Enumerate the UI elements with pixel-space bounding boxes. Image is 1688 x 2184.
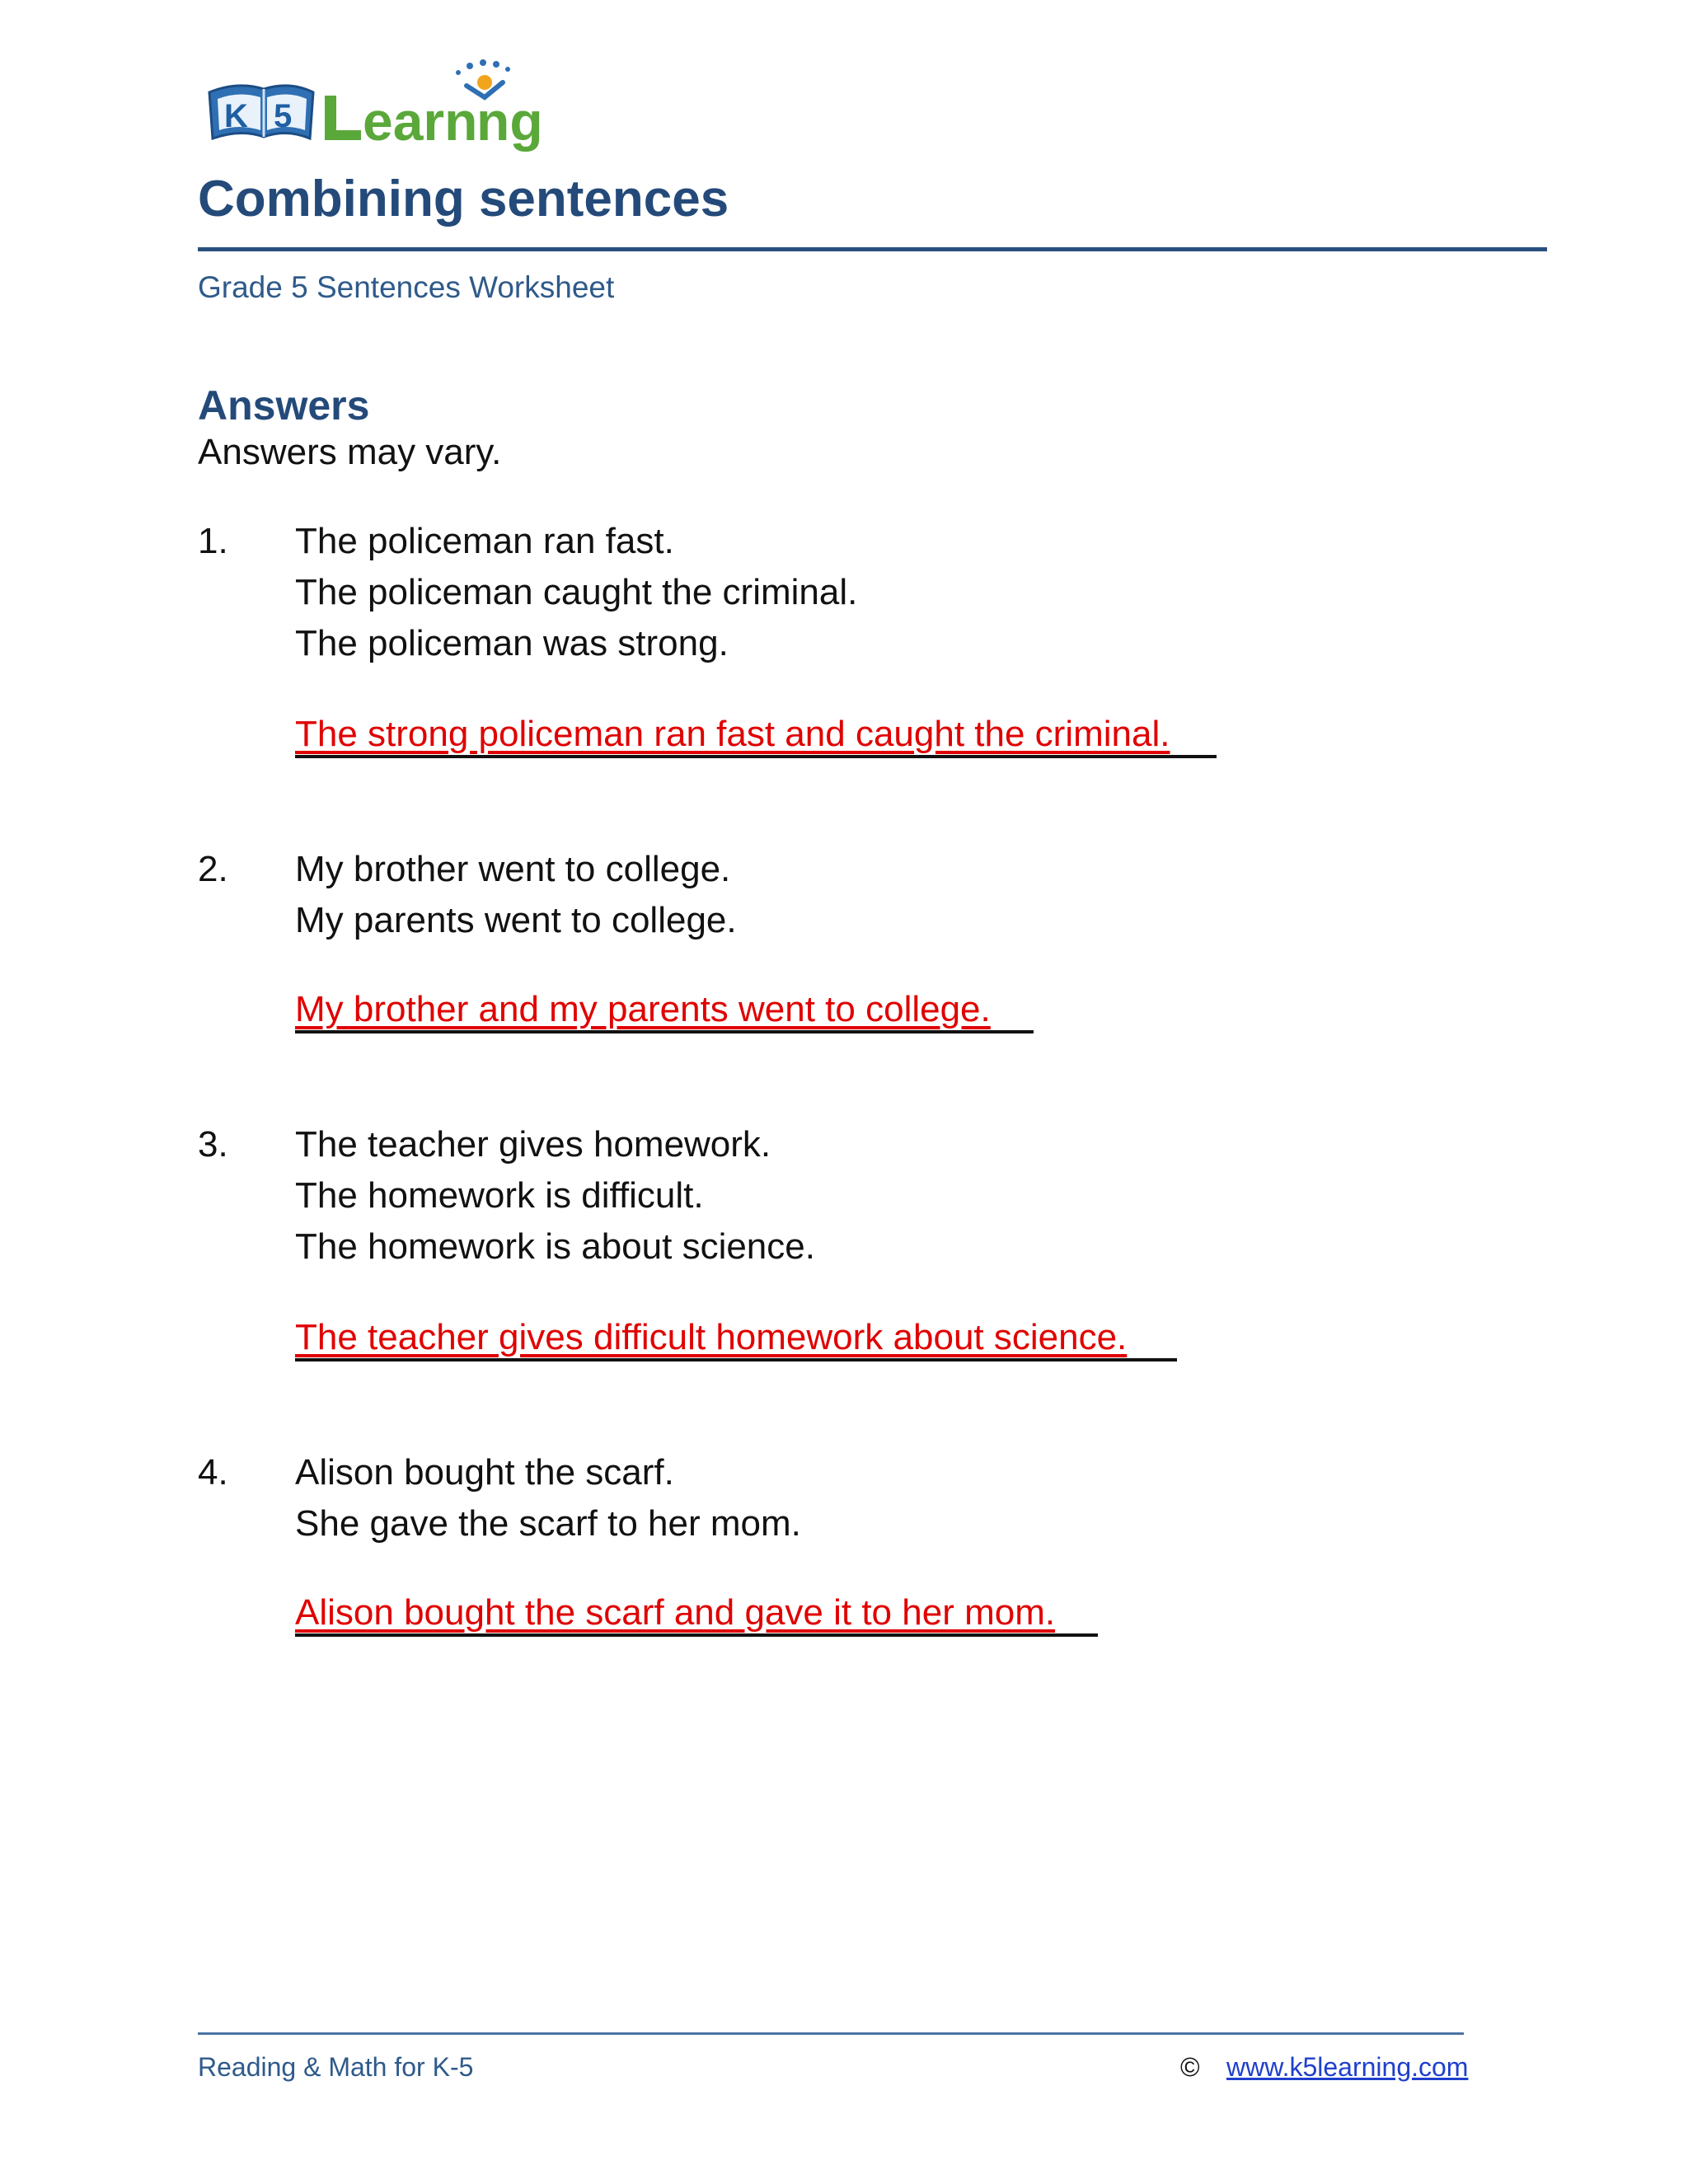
svg-text:earn: earn bbox=[363, 91, 478, 152]
svg-text:K: K bbox=[224, 98, 248, 134]
answers-note: Answers may vary. bbox=[198, 432, 502, 472]
answer-line bbox=[295, 755, 1217, 758]
exercise-sentence: Alison bought the scarf. bbox=[295, 1452, 674, 1493]
worksheet-subtitle: Grade 5 Sentences Worksheet bbox=[198, 270, 615, 304]
combined-answer: The strong policeman ran fast and caught the criminal. bbox=[295, 714, 1170, 754]
title-divider bbox=[198, 247, 1547, 251]
combined-answer: Alison bought the scarf and gave it to her mom. bbox=[295, 1592, 1056, 1633]
logo-wordmark bbox=[325, 91, 543, 152]
exercise-sentence: The policeman caught the criminal. bbox=[295, 572, 858, 612]
page-title: Combining sentences bbox=[198, 171, 729, 227]
exercise-sentence: The policeman ran fast. bbox=[295, 521, 674, 561]
website-link[interactable]: www.k5learning.com bbox=[1226, 2052, 1469, 2082]
exercise-sentence: My brother went to college. bbox=[295, 849, 731, 889]
svg-text:5: 5 bbox=[274, 98, 293, 134]
footer-divider bbox=[198, 2032, 1464, 2035]
exercise-sentence: The policeman was strong. bbox=[295, 623, 729, 663]
logo-book-icon bbox=[209, 86, 313, 138]
exercise-sentence: The teacher gives homework. bbox=[295, 1124, 771, 1165]
svg-text:ng: ng bbox=[476, 91, 543, 152]
answer-line bbox=[295, 1358, 1177, 1361]
exercise-number: 3. bbox=[198, 1124, 228, 1165]
exercise-sentences bbox=[295, 844, 737, 946]
exercise-sentences bbox=[295, 1447, 801, 1549]
exercise-sentence: She gave the scarf to her mom. bbox=[295, 1503, 801, 1544]
exercise-sentences bbox=[295, 1119, 815, 1272]
exercise-sentence: My parents went to college. bbox=[295, 900, 737, 940]
exercise-sentences bbox=[295, 516, 857, 669]
copyright-symbol: © bbox=[1180, 2052, 1200, 2082]
answers-heading: Answers bbox=[198, 382, 370, 429]
footer-tagline: Reading & Math for K-5 bbox=[198, 2052, 474, 2082]
exercise-number: 2. bbox=[198, 849, 228, 889]
exercise-sentence: The homework is difficult. bbox=[295, 1175, 704, 1216]
k5-learning-logo bbox=[204, 58, 559, 152]
combined-answer: My brother and my parents went to college. bbox=[295, 989, 991, 1029]
exercise-sentence: The homework is about science. bbox=[295, 1226, 815, 1267]
answer-line bbox=[295, 1633, 1098, 1637]
exercise-number: 1. bbox=[198, 521, 228, 561]
combined-answer: The teacher gives difficult homework about science. bbox=[295, 1317, 1128, 1357]
exercise-number: 4. bbox=[198, 1452, 228, 1493]
answer-line bbox=[295, 1030, 1034, 1033]
